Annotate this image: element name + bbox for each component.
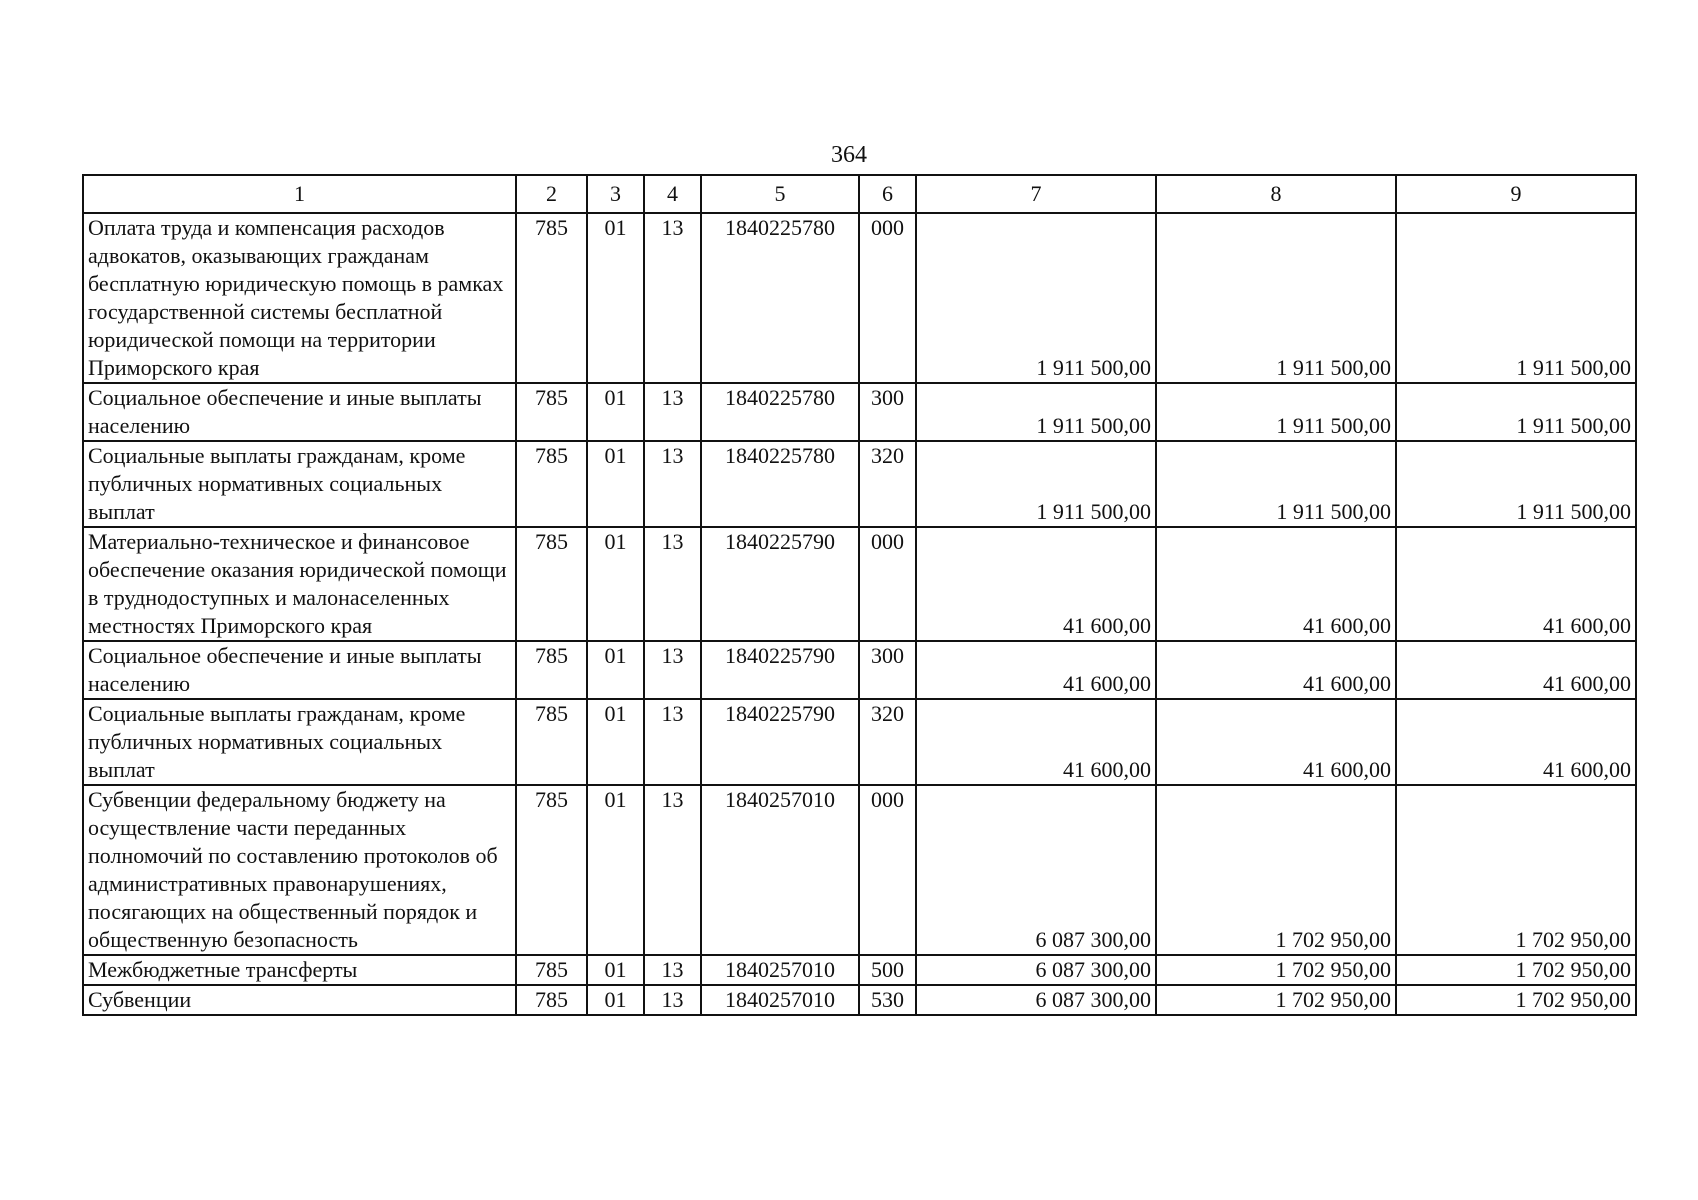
expense-type-cell: 530 xyxy=(859,985,916,1015)
target-article-cell: 1840225780 xyxy=(701,383,859,441)
amount-col8-cell: 1 911 500,00 xyxy=(1156,213,1396,383)
target-article-cell: 1840225780 xyxy=(701,441,859,527)
table-row xyxy=(83,383,1636,441)
amount-col9-cell: 41 600,00 xyxy=(1396,641,1636,699)
table-body xyxy=(83,175,1636,1015)
table-row xyxy=(83,641,1636,699)
row-name-cell: Субвенции xyxy=(83,985,516,1015)
amount-col8-cell: 1 702 950,00 xyxy=(1156,955,1396,985)
amount-col9-cell: 1 911 500,00 xyxy=(1396,383,1636,441)
row-name-cell: Социальные выплаты гражданам, кроме публичных нормативных социальных выплат xyxy=(83,699,516,785)
section-code-cell: 01 xyxy=(587,527,644,641)
subsection-code-cell: 13 xyxy=(644,383,701,441)
table-row xyxy=(83,213,1636,383)
expense-type-cell: 300 xyxy=(859,641,916,699)
target-article-cell: 1840225780 xyxy=(701,213,859,383)
expense-type-cell: 320 xyxy=(859,699,916,785)
subsection-code-cell: 13 xyxy=(644,641,701,699)
amount-col8-cell: 41 600,00 xyxy=(1156,527,1396,641)
row-name-cell: Социальное обеспечение и иные выплаты населению xyxy=(83,641,516,699)
expense-type-cell: 320 xyxy=(859,441,916,527)
budget-table xyxy=(82,174,1637,1016)
table-row xyxy=(83,527,1636,641)
header-row xyxy=(83,175,1636,213)
header-cell-8: 8 xyxy=(1156,175,1396,213)
grbs-code-cell: 785 xyxy=(516,641,587,699)
header-cell-7: 7 xyxy=(916,175,1156,213)
amount-col7-cell: 6 087 300,00 xyxy=(916,985,1156,1015)
amount-col7-cell: 1 911 500,00 xyxy=(916,383,1156,441)
header-cell-3: 3 xyxy=(587,175,644,213)
section-code-cell: 01 xyxy=(587,383,644,441)
grbs-code-cell: 785 xyxy=(516,527,587,641)
row-name-cell: Субвенции федеральному бюджету на осуществление части переданных полномочий по составлению протоколов об административных правонарушениях, посягающих на общественный порядок и общественную безопасность xyxy=(83,785,516,955)
grbs-code-cell: 785 xyxy=(516,213,587,383)
row-name-cell: Межбюджетные трансферты xyxy=(83,955,516,985)
table-row xyxy=(83,985,1636,1015)
amount-col8-cell: 1 702 950,00 xyxy=(1156,785,1396,955)
amount-col8-cell: 41 600,00 xyxy=(1156,699,1396,785)
header-cell-4: 4 xyxy=(644,175,701,213)
grbs-code-cell: 785 xyxy=(516,441,587,527)
target-article-cell: 1840225790 xyxy=(701,527,859,641)
header-cell-6: 6 xyxy=(859,175,916,213)
table-row xyxy=(83,699,1636,785)
subsection-code-cell: 13 xyxy=(644,441,701,527)
subsection-code-cell: 13 xyxy=(644,699,701,785)
amount-col7-cell: 6 087 300,00 xyxy=(916,955,1156,985)
grbs-code-cell: 785 xyxy=(516,955,587,985)
grbs-code-cell: 785 xyxy=(516,699,587,785)
section-code-cell: 01 xyxy=(587,213,644,383)
section-code-cell: 01 xyxy=(587,699,644,785)
subsection-code-cell: 13 xyxy=(644,213,701,383)
amount-col9-cell: 1 911 500,00 xyxy=(1396,213,1636,383)
row-name-cell: Социальное обеспечение и иные выплаты населению xyxy=(83,383,516,441)
expense-type-cell: 000 xyxy=(859,527,916,641)
header-cell-1: 1 xyxy=(83,175,516,213)
subsection-code-cell: 13 xyxy=(644,527,701,641)
amount-col9-cell: 1 702 950,00 xyxy=(1396,785,1636,955)
subsection-code-cell: 13 xyxy=(644,955,701,985)
target-article-cell: 1840225790 xyxy=(701,699,859,785)
expense-type-cell: 000 xyxy=(859,213,916,383)
expense-type-cell: 300 xyxy=(859,383,916,441)
grbs-code-cell: 785 xyxy=(516,383,587,441)
section-code-cell: 01 xyxy=(587,641,644,699)
section-code-cell: 01 xyxy=(587,785,644,955)
amount-col8-cell: 1 702 950,00 xyxy=(1156,985,1396,1015)
header-cell-2: 2 xyxy=(516,175,587,213)
amount-col7-cell: 41 600,00 xyxy=(916,641,1156,699)
grbs-code-cell: 785 xyxy=(516,785,587,955)
row-name-cell: Социальные выплаты гражданам, кроме публичных нормативных социальных выплат xyxy=(83,441,516,527)
expense-type-cell: 000 xyxy=(859,785,916,955)
amount-col8-cell: 1 911 500,00 xyxy=(1156,383,1396,441)
amount-col7-cell: 6 087 300,00 xyxy=(916,785,1156,955)
section-code-cell: 01 xyxy=(587,985,644,1015)
target-article-cell: 1840257010 xyxy=(701,785,859,955)
subsection-code-cell: 13 xyxy=(644,785,701,955)
target-article-cell: 1840225790 xyxy=(701,641,859,699)
section-code-cell: 01 xyxy=(587,955,644,985)
header-cell-5: 5 xyxy=(701,175,859,213)
grbs-code-cell: 785 xyxy=(516,985,587,1015)
header-cell-9: 9 xyxy=(1396,175,1636,213)
amount-col7-cell: 41 600,00 xyxy=(916,527,1156,641)
table-row xyxy=(83,785,1636,955)
table-row xyxy=(83,955,1636,985)
amount-col7-cell: 41 600,00 xyxy=(916,699,1156,785)
amount-col8-cell: 1 911 500,00 xyxy=(1156,441,1396,527)
row-name-cell: Материально-техническое и финансовое обеспечение оказания юридической помощи в труднодоступных и малонаселенных местностях Приморского края xyxy=(83,527,516,641)
amount-col7-cell: 1 911 500,00 xyxy=(916,213,1156,383)
amount-col9-cell: 41 600,00 xyxy=(1396,527,1636,641)
amount-col9-cell: 1 702 950,00 xyxy=(1396,955,1636,985)
amount-col9-cell: 41 600,00 xyxy=(1396,699,1636,785)
page-number: 364 xyxy=(831,142,867,168)
amount-col9-cell: 1 702 950,00 xyxy=(1396,985,1636,1015)
subsection-code-cell: 13 xyxy=(644,985,701,1015)
expense-type-cell: 500 xyxy=(859,955,916,985)
amount-col7-cell: 1 911 500,00 xyxy=(916,441,1156,527)
table-row xyxy=(83,441,1636,527)
amount-col8-cell: 41 600,00 xyxy=(1156,641,1396,699)
amount-col9-cell: 1 911 500,00 xyxy=(1396,441,1636,527)
target-article-cell: 1840257010 xyxy=(701,955,859,985)
row-name-cell: Оплата труда и компенсация расходов адвокатов, оказывающих гражданам бесплатную юридическую помощь в рамках государственной системы бесплатной юридической помощи на территории Приморского края xyxy=(83,213,516,383)
target-article-cell: 1840257010 xyxy=(701,985,859,1015)
section-code-cell: 01 xyxy=(587,441,644,527)
